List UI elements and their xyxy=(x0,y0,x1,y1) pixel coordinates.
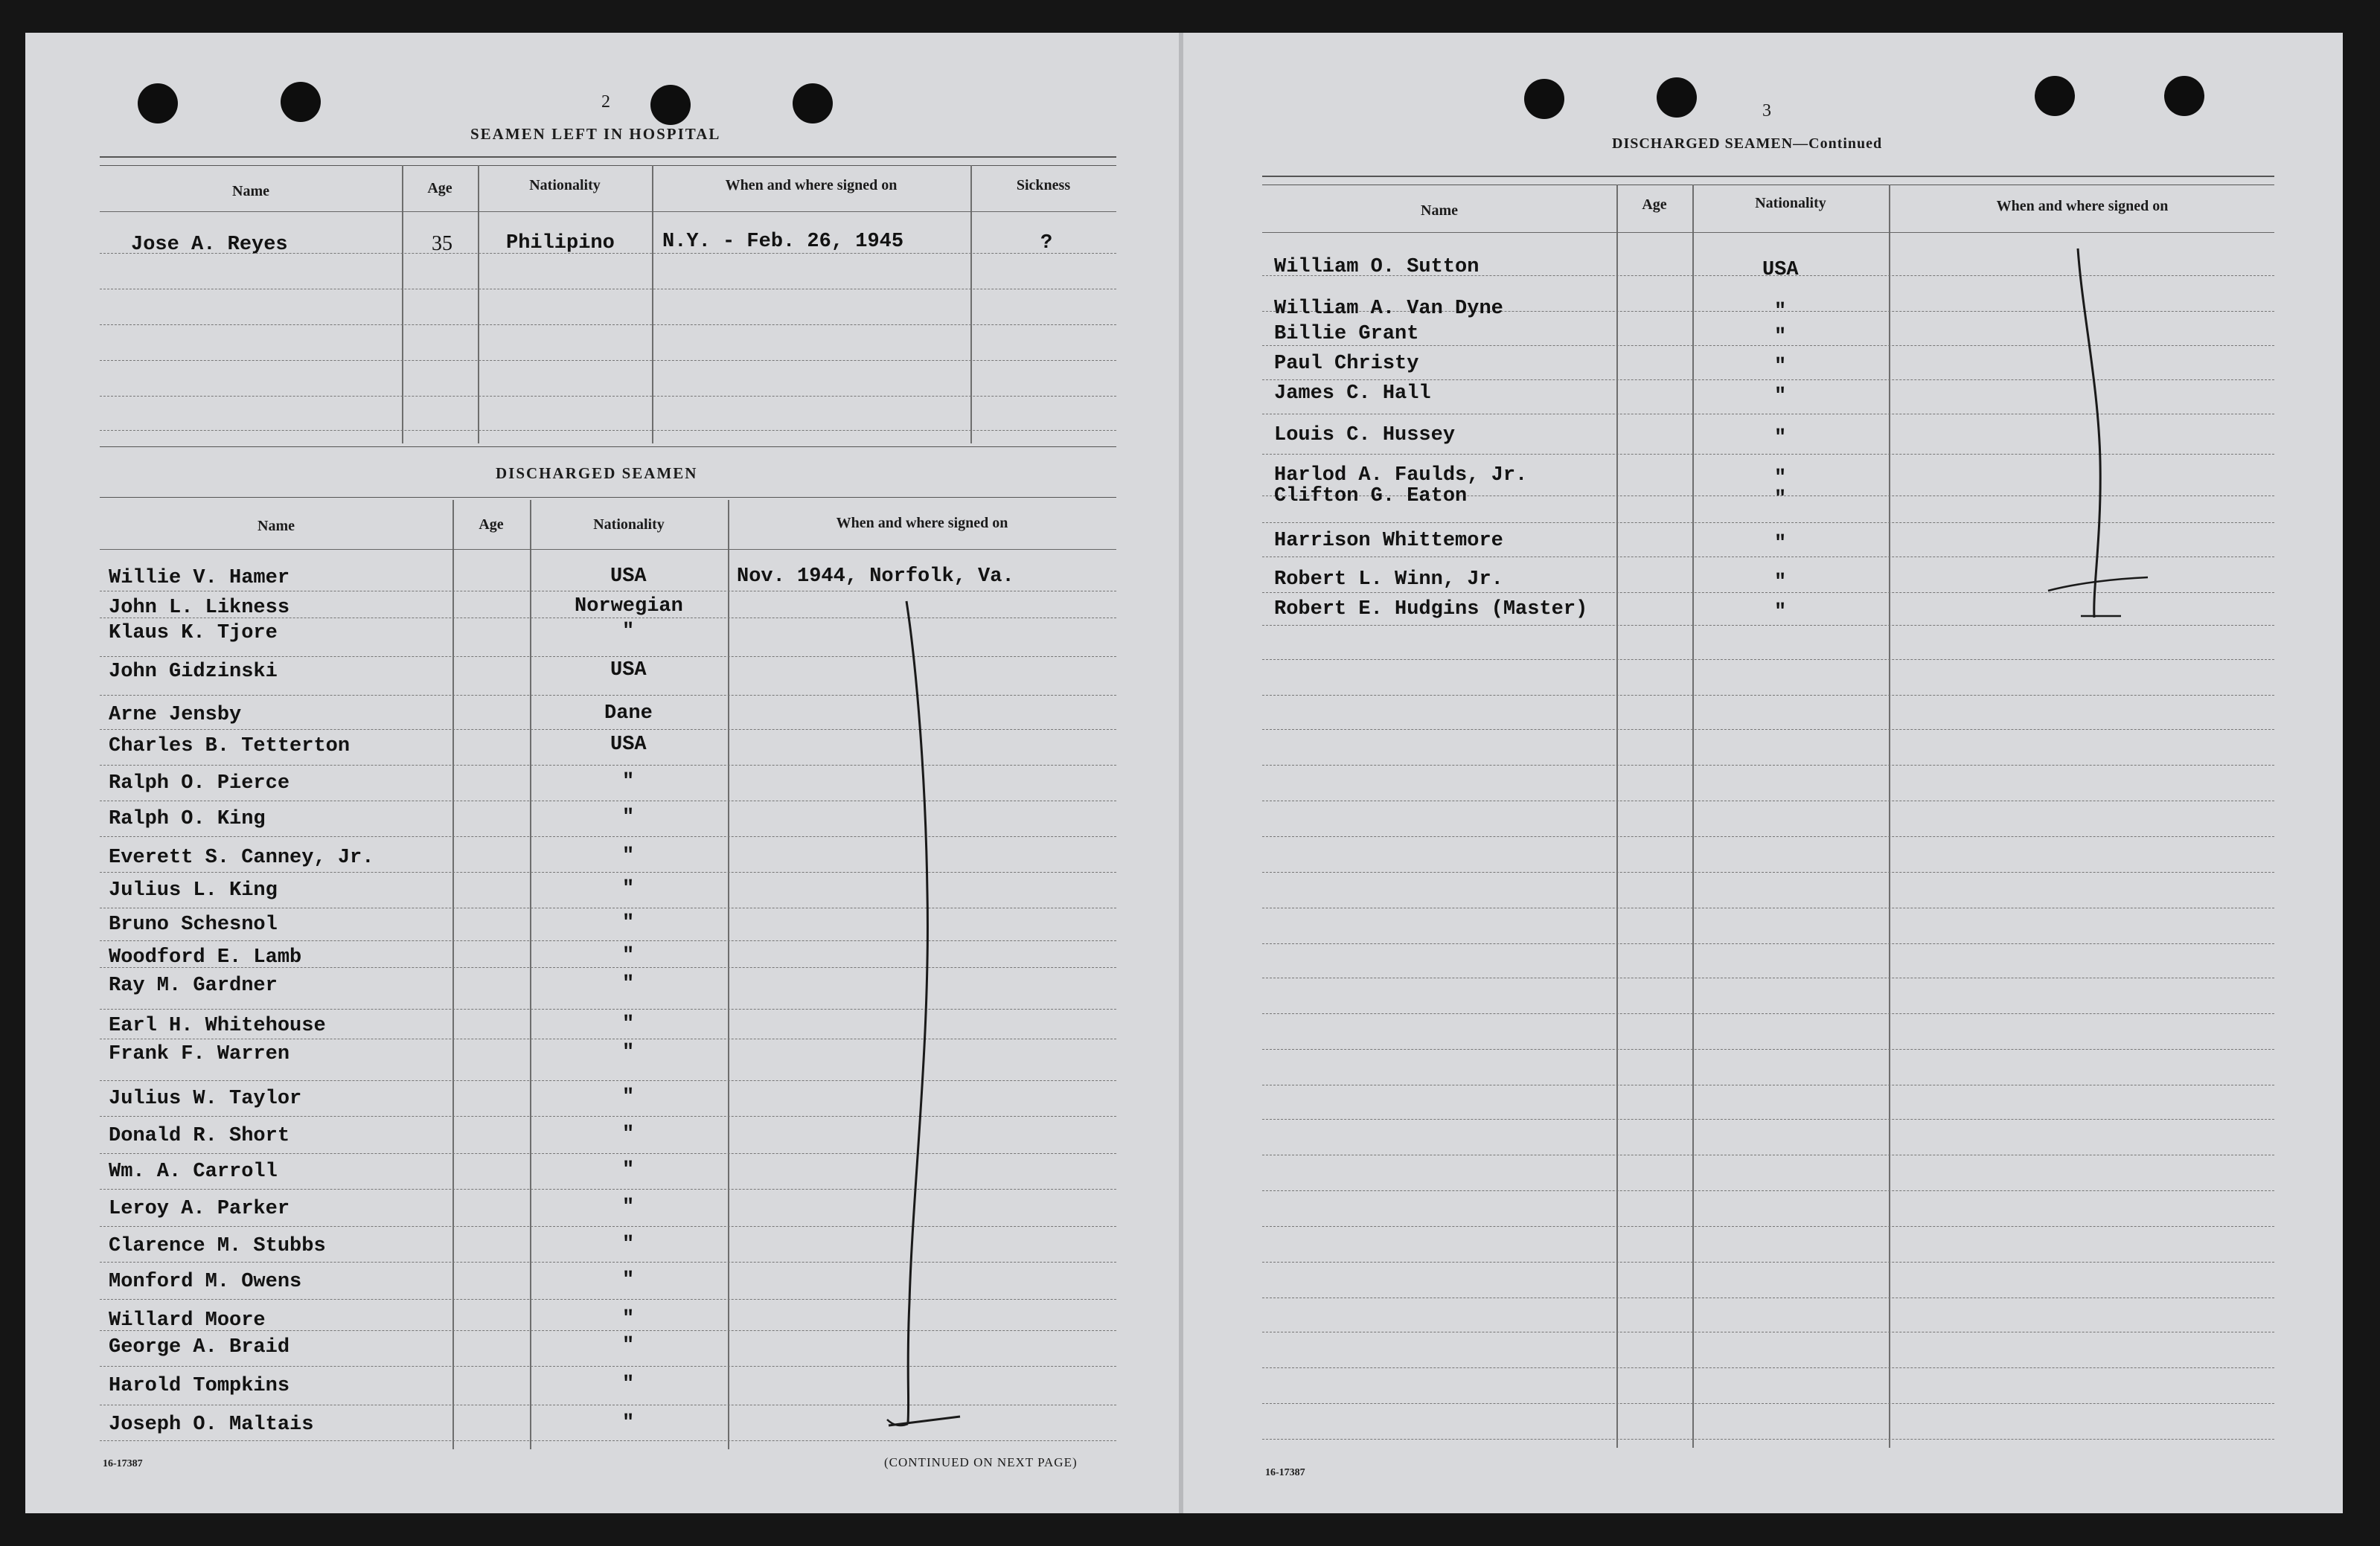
seaman-nationality: " xyxy=(622,1013,635,1036)
seaman-name: Robert L. Winn, Jr. xyxy=(1274,568,1503,591)
seaman-name: Donald R. Short xyxy=(109,1125,290,1147)
form-number: 16-17387 xyxy=(103,1458,143,1469)
seaman-name: Willard Moore xyxy=(109,1309,266,1332)
seaman-name: William O. Sutton xyxy=(1274,256,1479,278)
seaman-name: Leroy A. Parker xyxy=(109,1198,290,1220)
seaman-nationality: " xyxy=(1774,488,1787,510)
seaman-name: Frank F. Warren xyxy=(109,1043,290,1065)
hospital-section-title: SEAMEN LEFT IN HOSPITAL xyxy=(470,125,721,143)
seaman-nationality: USA xyxy=(1762,259,1799,281)
seaman-nationality: " xyxy=(622,878,635,900)
seaman-name: Robert E. Hudgins (Master) xyxy=(1274,598,1588,620)
seaman-nationality: " xyxy=(622,1412,635,1434)
hospital-col-signed-on: When and where signed on xyxy=(725,177,898,193)
seaman-nationality: USA xyxy=(610,565,647,588)
seaman-name: Joseph O. Maltais xyxy=(109,1414,314,1436)
seaman-name: Willie V. Hamer xyxy=(109,567,290,589)
seaman-name: Harold Tompkins xyxy=(109,1375,290,1397)
right-col-signed-on: When and where signed on xyxy=(1996,198,2169,214)
seaman-name: Bruno Schesnol xyxy=(109,914,278,936)
hospital-col-name: Name xyxy=(232,183,269,199)
discharged-signed-on: Nov. 1944, Norfolk, Va. xyxy=(737,565,1014,588)
seaman-nationality: " xyxy=(1774,571,1787,594)
seaman-nationality: " xyxy=(1774,601,1787,623)
seaman-nationality: " xyxy=(622,1373,635,1396)
seaman-name: Earl H. Whitehouse xyxy=(109,1015,326,1037)
page-number: 3 xyxy=(1762,101,1771,121)
hospital-col-sickness: Sickness xyxy=(1016,177,1071,193)
hospital-name: Jose A. Reyes xyxy=(131,234,288,256)
hospital-sickness: ? xyxy=(1040,232,1053,254)
seaman-nationality: " xyxy=(622,806,635,829)
seaman-name: Julius W. Taylor xyxy=(109,1088,302,1110)
seaman-nationality: " xyxy=(1774,301,1787,323)
seaman-nationality: " xyxy=(622,945,635,967)
seaman-nationality: " xyxy=(622,973,635,995)
seaman-name: John Gidzinski xyxy=(109,661,278,683)
seaman-nationality: USA xyxy=(610,659,647,681)
seaman-nationality: Dane xyxy=(604,702,653,725)
page-number: 2 xyxy=(601,92,610,112)
seaman-name: Paul Christy xyxy=(1274,353,1419,375)
seaman-name: Ralph O. Pierce xyxy=(109,772,290,795)
seaman-nationality: " xyxy=(622,845,635,867)
seaman-name: Wm. A. Carroll xyxy=(109,1161,278,1183)
seaman-nationality: " xyxy=(622,1269,635,1292)
seaman-name: Julius L. King xyxy=(109,879,278,902)
right-col-nationality: Nationality xyxy=(1755,195,1826,211)
seaman-nationality: " xyxy=(622,771,635,793)
seaman-nationality: USA xyxy=(610,734,647,756)
seaman-name: Everett S. Canney, Jr. xyxy=(109,847,374,869)
continued-note: (CONTINUED ON NEXT PAGE) xyxy=(884,1455,1078,1469)
seaman-nationality: " xyxy=(622,1042,635,1064)
seaman-nationality: " xyxy=(1774,326,1787,348)
seaman-name: Clifton G. Eaton xyxy=(1274,485,1468,507)
seaman-nationality: " xyxy=(1774,467,1787,490)
seaman-nationality: " xyxy=(622,1159,635,1181)
seaman-nationality: " xyxy=(622,1234,635,1256)
right-col-age: Age xyxy=(1642,196,1667,213)
seaman-name: Woodford E. Lamb xyxy=(109,946,302,969)
seaman-name: Monford M. Owens xyxy=(109,1271,302,1293)
seaman-nationality: " xyxy=(622,620,635,643)
seaman-nationality: " xyxy=(622,1308,635,1330)
right-section-title: DISCHARGED SEAMEN—Continued xyxy=(1612,135,1883,152)
hospital-col-age: Age xyxy=(427,180,452,196)
right-col-name: Name xyxy=(1421,202,1458,219)
seaman-name: James C. Hall xyxy=(1274,382,1431,405)
discharged-col-age: Age xyxy=(479,516,504,533)
seaman-name: William A. Van Dyne xyxy=(1274,298,1503,320)
hospital-signed-on: N.Y. - Feb. 26, 1945 xyxy=(662,231,904,253)
seaman-name: Ray M. Gardner xyxy=(109,975,278,997)
seaman-nationality: " xyxy=(1774,356,1787,378)
seaman-nationality: " xyxy=(622,1086,635,1109)
seaman-name: Billie Grant xyxy=(1274,323,1419,345)
hospital-age: 35 xyxy=(432,232,452,255)
discharged-col-name: Name xyxy=(257,518,295,534)
seaman-name: Arne Jensby xyxy=(109,704,242,726)
discharged-col-signed-on: When and where signed on xyxy=(836,515,1008,531)
seaman-nationality: " xyxy=(622,1335,635,1357)
seaman-name: Klaus K. Tjore xyxy=(109,622,278,644)
seaman-name: John L. Likness xyxy=(109,597,290,619)
discharged-col-nationality: Nationality xyxy=(593,516,665,533)
seaman-name: Clarence M. Stubbs xyxy=(109,1235,326,1257)
seaman-nationality: " xyxy=(622,1123,635,1146)
hospital-nationality: Philipino xyxy=(506,232,615,254)
seaman-nationality: " xyxy=(1774,385,1787,408)
seaman-nationality: " xyxy=(622,1196,635,1219)
seaman-nationality: " xyxy=(1774,533,1787,555)
seaman-nationality: Norwegian xyxy=(575,595,683,618)
seaman-name: Louis C. Hussey xyxy=(1274,424,1456,446)
discharged-section-title: DISCHARGED SEAMEN xyxy=(496,464,698,482)
hospital-col-nationality: Nationality xyxy=(529,177,601,193)
seaman-nationality: " xyxy=(622,912,635,934)
seaman-name: Harlod A. Faulds, Jr. xyxy=(1274,464,1528,487)
seaman-name: Ralph O. King xyxy=(109,808,266,830)
seaman-name: Charles B. Tetterton xyxy=(109,735,351,757)
seaman-nationality: " xyxy=(1774,427,1787,449)
form-number: 16-17387 xyxy=(1265,1467,1305,1478)
seaman-name: George A. Braid xyxy=(109,1336,290,1359)
seaman-name: Harrison Whittemore xyxy=(1274,530,1503,552)
